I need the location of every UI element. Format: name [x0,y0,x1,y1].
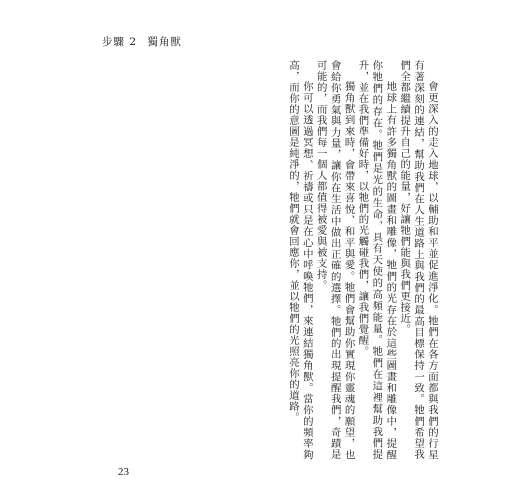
paragraph: 你可以透過冥想、祈禱或只是在心中呼喚牠們，來連結獨角獸。當你的頻率夠高，而你的意圖是純淨的，牠們就會回應你，並以牠們的光照亮你的道路。 [286,60,313,460]
chapter-title: 獨角獸 [147,36,182,48]
paragraph: 地球上有許多獨角獸的圖畫和雕像，牠們的光存在於這些圖畫和雕像中，提醒你牠們的存在。牠們是光的生命，具有天使的高頻能量。牠們在這裡幫助我們提升，並在我們準備好時，以牠們的光觸碰我們，讓我們覺醒。 [356,60,397,460]
paragraph: 會更深入的走入地球，以輔助和平並促進淨化。牠們在各方面都與我們的行星有著深刻的連結，幫助我們在人生道路上與我們的最高目標保持一致。牠們希望我們全都繼續提升自己的能量，好讓牠們能與我們更接近。 [398,60,438,460]
vertical-text-block [102,60,438,460]
page-number: 23 [118,466,129,478]
running-head [102,34,188,49]
chapter-label: 步驟 2 [102,36,138,48]
paragraph: 獨角獸到來時，會帶來喜悅、和平與愛。牠們會幫助你實現你靈魂的願望，也會給你勇氣與力量，讓你在生活中做出正確的選擇。牠們的出現提醒我們，奇蹟是可能的，而我們每一個人都值得被愛與被支持。 [314,60,355,460]
